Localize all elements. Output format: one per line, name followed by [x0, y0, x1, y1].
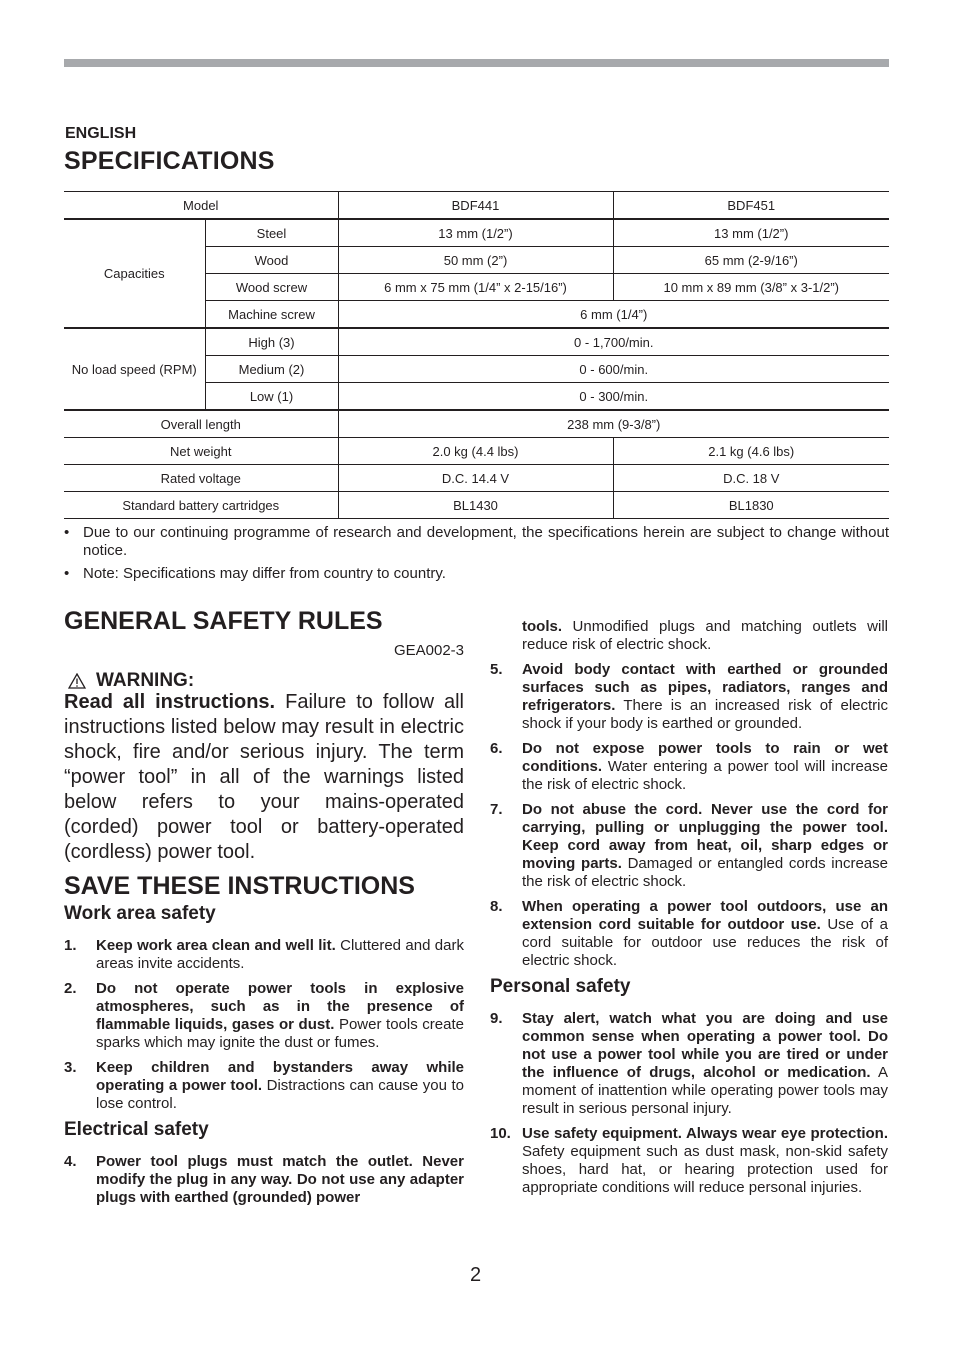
bullet: • [64, 524, 70, 541]
note-item: • Note: Specifications may differ from country to country. [64, 565, 446, 582]
general-safety-title: GENERAL SAFETY RULES [64, 607, 383, 635]
table-row [64, 438, 889, 465]
cell-value: 2.0 kg (4.4 lbs) [338, 438, 613, 465]
cell-value: 0 - 600/min. [338, 356, 889, 383]
list-item: 9. Stay alert, watch what you are doing and use common sense when operating a power tool. Do not use a power tool while you are tired or under the influence of drugs, alcohol or medication. A moment of inattention while operating power tools may result in serious personal injury. [490, 1010, 888, 1117]
cell-value: 238 mm (9-3/8”) [338, 410, 889, 438]
model-bdf441: BDF441 [338, 192, 613, 220]
table-row [64, 328, 889, 356]
bullet: • [64, 565, 70, 582]
warning-text: Read all instructions. Failure to follow all instructions listed below may result in electric shock, fire and/or serious injury. The term “power tool” in all of the warnings listed below refers to your mains-operated (corded) power tool or battery-operated (cordless) power tool. [64, 691, 465, 863]
cell-value: BL1830 [613, 492, 889, 519]
row-label: Low (1) [205, 383, 338, 411]
list-item-continuation: tools. Unmodified plugs and matching outlets will reduce risk of electric shock. [522, 618, 888, 653]
cell-value: 6 mm (1/4”) [338, 301, 889, 329]
row-label: Medium (2) [205, 356, 338, 383]
cell-value: 13 mm (1/2”) [613, 219, 889, 247]
cell-value: 65 mm (2-9/16”) [613, 247, 889, 274]
list-item: 5. Avoid body contact with earthed or grounded surfaces such as pipes, radiators, ranges and refrigerators. There is an increased risk of electric shock if your body is earthed or grounded. [490, 661, 888, 732]
left-column [64, 607, 465, 1214]
list-item: 10. Use safety equipment. Always wear eye protection. Safety equipment such as dust mask, non-skid safety shoes, hard hat, or hearing protection used for appropriate conditions will reduce personal injuries. [490, 1125, 888, 1196]
row-label: Wood screw [205, 274, 338, 301]
row-label: Steel [205, 219, 338, 247]
list-item: 8. When operating a power tool outdoors, use an extension cord suitable for outdoor use. Use of a cord suitable for outdoor use reduces the risk of electric shock. [490, 898, 889, 969]
list-item: 2. Do not operate power tools in explosive atmospheres, such as in the presence of flammable liquids, gases or dust. Power tools create sparks which may ignite the dust or fumes. [64, 980, 464, 1051]
personal-heading: Personal safety [490, 976, 631, 997]
table-row [64, 465, 889, 492]
cell-value: 50 mm (2”) [338, 247, 613, 274]
table-row [64, 192, 889, 220]
top-rule [64, 59, 889, 67]
cell-value: 0 - 1,700/min. [338, 328, 889, 356]
list-item: 4. Power tool plugs must match the outlet. Never modify the plug in any way. Do not use any adapter plugs with earthed (grounded) power [64, 1153, 464, 1206]
row-label: High (3) [205, 328, 338, 356]
row-label: Machine screw [205, 301, 338, 329]
list-item: 1. Keep work area clean and well lit. Cluttered and dark areas invite accidents. [64, 937, 464, 972]
list-item: 3. Keep children and bystanders away while operating a power tool. Distractions can cause you to lose control. [64, 1059, 464, 1112]
row-label: Overall length [64, 410, 338, 438]
page-number: 2 [470, 1264, 482, 1286]
cell-value: 6 mm x 75 mm (1/4” x 2-15/16”) [338, 274, 613, 301]
row-label: Standard battery cartridges [64, 492, 338, 519]
language-label: ENGLISH [65, 125, 137, 142]
capacities-label: Capacities [103, 266, 165, 281]
model-label: Model [64, 192, 338, 220]
row-label: Wood [205, 247, 338, 274]
specifications-title: SPECIFICATIONS [64, 147, 275, 175]
model-bdf451: BDF451 [613, 192, 889, 220]
work-area-heading: Work area safety [64, 903, 216, 924]
document-code: GEA002-3 [393, 642, 464, 659]
cell-value: 10 mm x 89 mm (3/8” x 3-1/2”) [613, 274, 889, 301]
list-item: 6. Do not expose power tools to rain or wet conditions. Water entering a power tool will increase the risk of electric shock. [490, 740, 888, 793]
cell-value: D.C. 18 V [613, 465, 889, 492]
table-row [64, 492, 889, 519]
cell-value: D.C. 14.4 V [338, 465, 613, 492]
row-label: Rated voltage [64, 465, 338, 492]
specifications-table [64, 191, 889, 519]
row-label: Net weight [64, 438, 338, 465]
cell-value: 2.1 kg (4.6 lbs) [613, 438, 889, 465]
list-item: 7. Do not abuse the cord. Never use the cord for carrying, pulling or unplugging the power tool. Keep cord away from heat, oil, sharp edges or moving parts. Damaged or entangled cords increase the risk of electric shock. [490, 801, 888, 890]
cell-value: 13 mm (1/2”) [338, 219, 613, 247]
table-row [64, 219, 889, 247]
right-column [490, 618, 888, 1204]
spec-notes [64, 524, 889, 588]
warning-triangle-icon [68, 673, 86, 689]
note-item: • Due to our continuing programme of research and development, the specifications herein are subject to change without notice. [64, 524, 889, 559]
table-row [64, 410, 889, 438]
save-instructions-title: SAVE THESE INSTRUCTIONS [64, 872, 415, 900]
speed-label: No load speed (RPM) [64, 328, 205, 410]
electrical-heading: Electrical safety [64, 1119, 209, 1140]
cell-value: BL1430 [338, 492, 613, 519]
cell-value: 0 - 300/min. [338, 383, 889, 411]
warning-heading: WARNING: [64, 672, 464, 690]
